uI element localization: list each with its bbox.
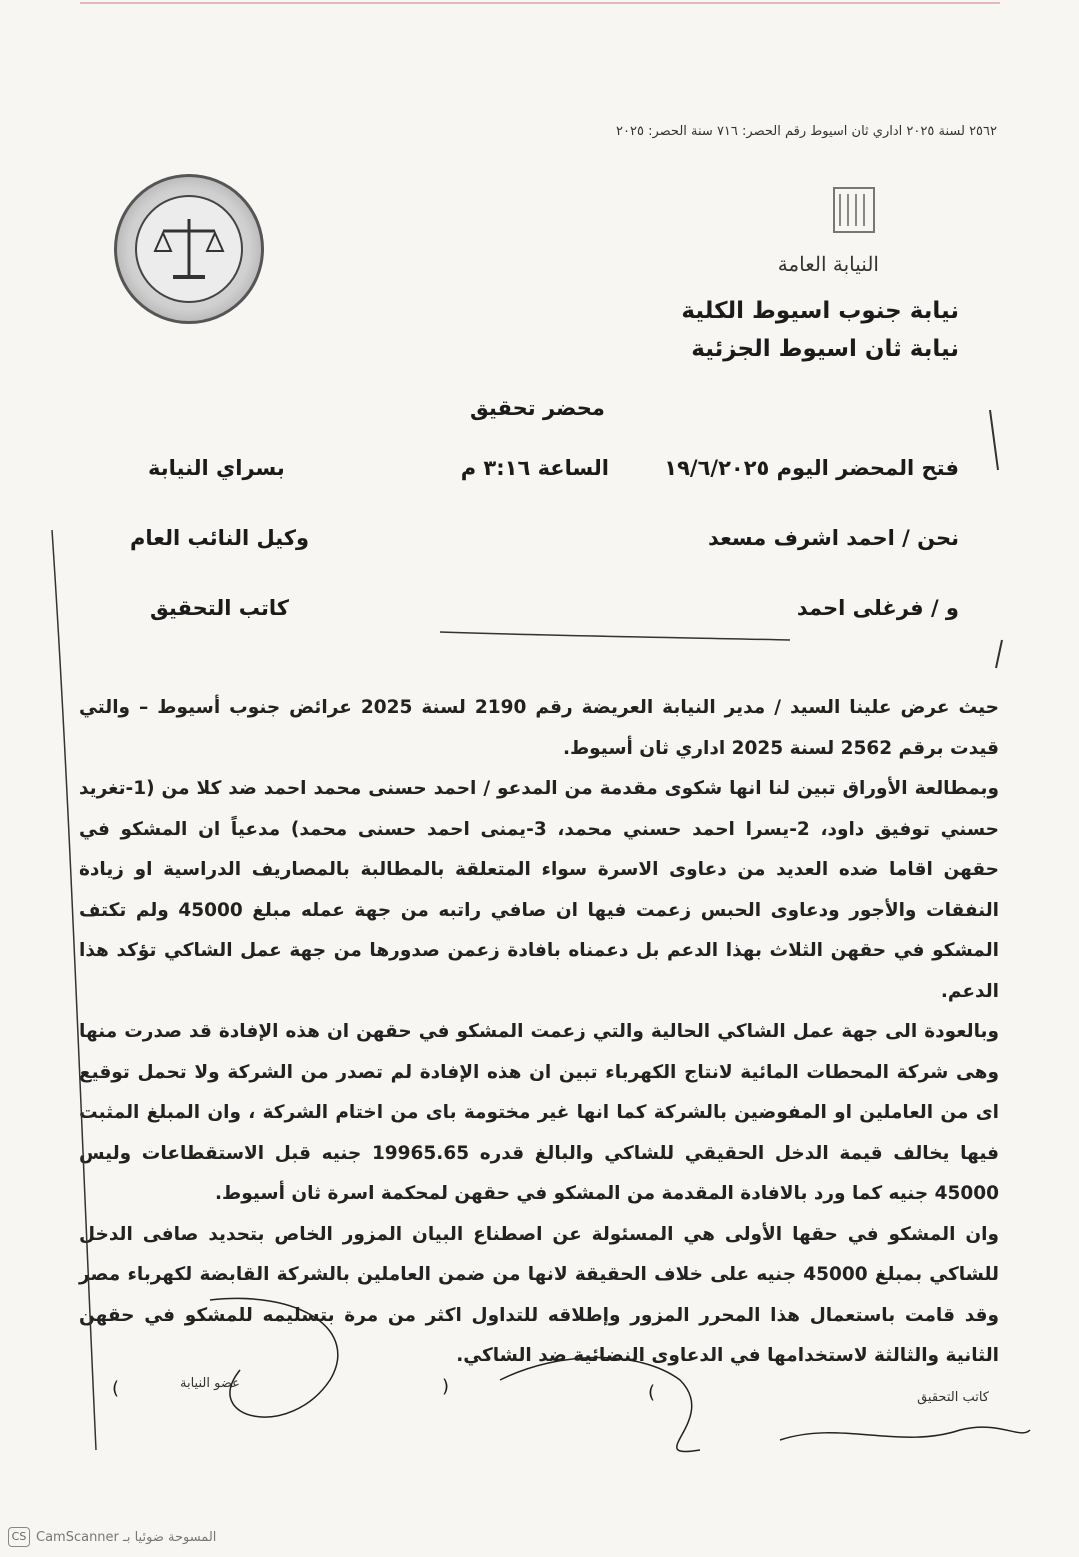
signature-bracket: ) — [442, 1376, 450, 1397]
signature-scribble — [500, 1358, 700, 1452]
camscanner-logo-icon: CS — [8, 1527, 30, 1547]
scanner-caption: المسوحة ضوئيا بـ CamScanner — [36, 1529, 217, 1545]
investigator-name: نحن / احمد اشرف مسعد — [707, 526, 959, 550]
margin-mark-right — [996, 640, 1002, 668]
underline-stroke — [440, 632, 790, 640]
clerk-name: و / فرغلى احمد — [796, 596, 959, 620]
signature-bracket: ( — [112, 1378, 120, 1399]
paragraph-3: وبالعودة الى جهة عمل الشاكي الحالية والتي زعمت المشكو في حقهن ان هذه الإفادة قد صدرت منها وهى شركة المحطات المائية لانتاج الكهرباء تبين ان هذه الإفادة لم تصدر من الشركة ولا تحمل توقيع اى من العاملين او المفوضين بالشركة كما انها غير مختومة باى من اختام الشركة ، وان المبلغ المثبت فيها يخالف قيمة الدخل الحقيقي للشاكي والبالغ قدره 19965.65 جنيه قبل الاستقطاعات وليس 45000 جنيه كما ورد بالافادة المقدمة من المشكو في حقهن لمحكمة اسرة ثان أسيوط. — [79, 1021, 999, 1204]
authority-name: النيابة العامة — [777, 252, 879, 276]
clerk-signature-label: كاتب التحقيق — [917, 1390, 989, 1405]
member-signature-label: عضو النيابة — [180, 1376, 240, 1391]
margin-mark-right — [990, 410, 998, 470]
signature-scribble — [210, 1298, 338, 1417]
paragraph-1: حيث عرض علينا السيد / مدير النيابة العريضة رقم 2190 لسنة 2025 عرائض جنوب أسيوط – والتي قيدت برقم 2562 لسنة 2025 اداري ثان أسيوط. — [79, 697, 999, 759]
opening-time: الساعة ٣:١٦ م — [460, 456, 609, 480]
case-reference-line: ٢٥٦٢ لسنة ٢٠٢٥ اداري ثان اسيوط رقم الحصر: ٧١٦ سنة الحصر: ٢٠٢٥ — [616, 124, 997, 139]
office-secondary: نيابة ثان اسيوط الجزئية — [691, 336, 959, 362]
clerk-role: كاتب التحقيق — [150, 596, 289, 620]
investigator-role: وكيل النائب العام — [130, 526, 310, 550]
scanner-watermark — [8, 1526, 216, 1548]
signature-scribble — [780, 1427, 1030, 1440]
margin-line-left — [52, 530, 96, 1450]
opening-place: بسراي النيابة — [148, 456, 285, 480]
opening-date: فتح المحضر اليوم ١٩/٦/٢٠٢٥ — [664, 456, 959, 480]
office-primary: نيابة جنوب اسيوط الكلية — [681, 298, 959, 324]
paragraph-4: وان المشكو في حقها الأولى هي المسئولة عن اصطناع البيان المزور الخاص بتحديد صافى الدخل للشاكي بمبلغ 45000 جنيه على خلاف الحقيقة لانها من ضمن العاملين بالشركة القابضة لكهرباء مصر وقد قامت باستعمال هذا المحرر المزور وإطلاقه للتداول اكثر من مرة بتسليمه للمشكو في حقهن الثانية والثالثة لاستخدامها في الدعاوى النضائية ضد الشاكي. — [79, 1223, 1000, 1366]
document-title: محضر تحقيق — [470, 396, 605, 420]
paragraph-2: وبمطالعة الأوراق تبين لنا انها شكوى مقدمة من المدعو / احمد حسنى محمد احمد ضد كلا من (1-تغريد حسني توفيق داود، 2-يسرا احمد حسني محمد، 3-يمنى احمد حسنى محمد) مدعياً ان المشكو في حقهن اقاما ضده العديد من دعاوى الاسرة سواء المتعلقة بالمطالبة بالمصاريف الدراسية او زيادة النفقات والأجور ودعاوى الحبس زعمت فيها ان صافي راتبه من جهة عمله مبلغ 45000 ولم تكتف المشكو في حقهن الثلاث بهذا الدعم بل دعمناه بافادة زعمن صدورها من جهة عمل الشاكي تؤكد هذا الدعم. — [79, 778, 1000, 1002]
signature-bracket: ( — [648, 1382, 656, 1403]
